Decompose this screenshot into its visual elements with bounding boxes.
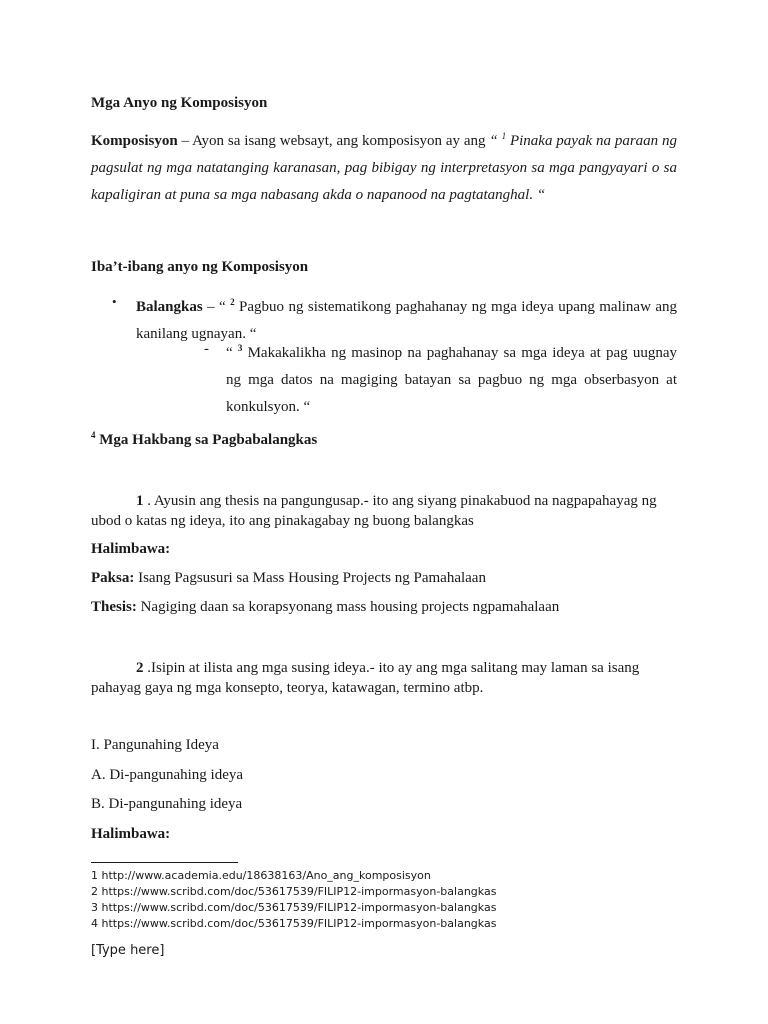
- step-1-text: . Ayusin ang thesis na pangungusap.- ito ang siyang pinakabuod na nagpapahayag ng ubod o katas ng ideya, ito ang pinakagabay ng buong balangkas: [91, 493, 657, 529]
- footnote-ref-2: 2: [230, 297, 235, 307]
- outline-item-sub-a: A. Di-pangunahing ideya: [91, 767, 244, 783]
- example-label-2: Halimbawa:: [91, 826, 171, 842]
- subitem-marker: -: [204, 341, 209, 357]
- footnote-ref-1: 1: [501, 131, 507, 141]
- subitem-text: Makakalikha ng masinop na paghahanay sa mga ideya at pag uugnay ng mga datos na magiging batayan sa pagbuo ng mga obserbasyon at konkulsyon. “: [226, 345, 678, 415]
- definition-term: Komposisyon: [91, 133, 178, 149]
- footnote-1: 1 http://www.academia.edu/18638163/Ano_ang_komposisyon: [91, 869, 431, 882]
- thesis-value: Nagiging daan sa korapsyonang mass housing projects ngpamahalaan: [136, 599, 560, 615]
- definition-quote: Pinaka payak na paraan ng pagsulat ng mga natatanging karanasan, pag bibigay ng interpretasyon sa mga pangyayari o sa kapaligiran at puna sa mga nabasang akda o napanood na pagtatanghal.: [91, 133, 678, 203]
- footnote-ref-4: 4: [91, 430, 96, 440]
- footnote-separator: [91, 862, 238, 863]
- bullet-marker: •: [112, 294, 117, 309]
- step-2-paragraph: [91, 658, 677, 698]
- example-label-1: Halimbawa:: [91, 541, 171, 557]
- outline-item-main: I. Pangunahing Ideya: [91, 737, 219, 753]
- step-2-text: .Isipin at ilista ang mga susing ideya.- ito ay ang mga salitang may laman sa isang pahayag gaya ng mga konsepto, teorya, katawagan, termino atbp.: [91, 660, 640, 696]
- page-footer: [Type here]: [91, 943, 165, 958]
- section-heading: Iba’t-ibang anyo ng Komposisyon: [91, 259, 309, 275]
- paksa-value: Isang Pagsusuri sa Mass Housing Projects ng Pamahalaan: [134, 570, 486, 586]
- definition-intro: Ayon sa isang websayt, ang komposisyon ay ang: [192, 133, 490, 149]
- step-2-number: 2: [136, 660, 144, 676]
- step-1-number: 1: [136, 493, 144, 509]
- footnote-3: 3 https://www.scribd.com/doc/53617539/FILIP12-impormasyon-balangkas: [91, 901, 497, 914]
- outline-item-sub-b: B. Di-pangunahing ideya: [91, 796, 243, 812]
- footnote-4: 4 https://www.scribd.com/doc/53617539/FILIP12-impormasyon-balangkas: [91, 917, 497, 930]
- footnote-2: 2 https://www.scribd.com/doc/53617539/FILIP12-impormasyon-balangkas: [91, 885, 497, 898]
- page-title: Mga Anyo ng Komposisyon: [91, 95, 268, 111]
- bullet-text: Pagbuo ng sistematikong paghahanay ng mga ideya upang malinaw ang kanilang ugnayan. “: [136, 299, 677, 342]
- footnote-ref-3: 3: [237, 343, 243, 353]
- steps-heading-text: Mga Hakbang sa Pagbabalangkas: [95, 432, 318, 448]
- definition-dash: –: [177, 133, 193, 149]
- step-1-paragraph: [91, 491, 677, 531]
- definition-open-quote: “: [489, 133, 498, 149]
- bullet-term: Balangkas: [136, 299, 203, 315]
- paksa-label: Paksa:: [91, 570, 135, 586]
- bullet-dash: – “: [202, 299, 231, 315]
- paksa-line: [91, 570, 486, 587]
- definition-close-quote: “: [533, 187, 546, 203]
- subitem-quote: “: [226, 345, 233, 361]
- thesis-label: Thesis:: [91, 599, 137, 615]
- definition-paragraph: [91, 128, 677, 209]
- steps-heading: [91, 432, 317, 449]
- thesis-line: [91, 599, 559, 616]
- subitem-paragraph: [226, 340, 677, 421]
